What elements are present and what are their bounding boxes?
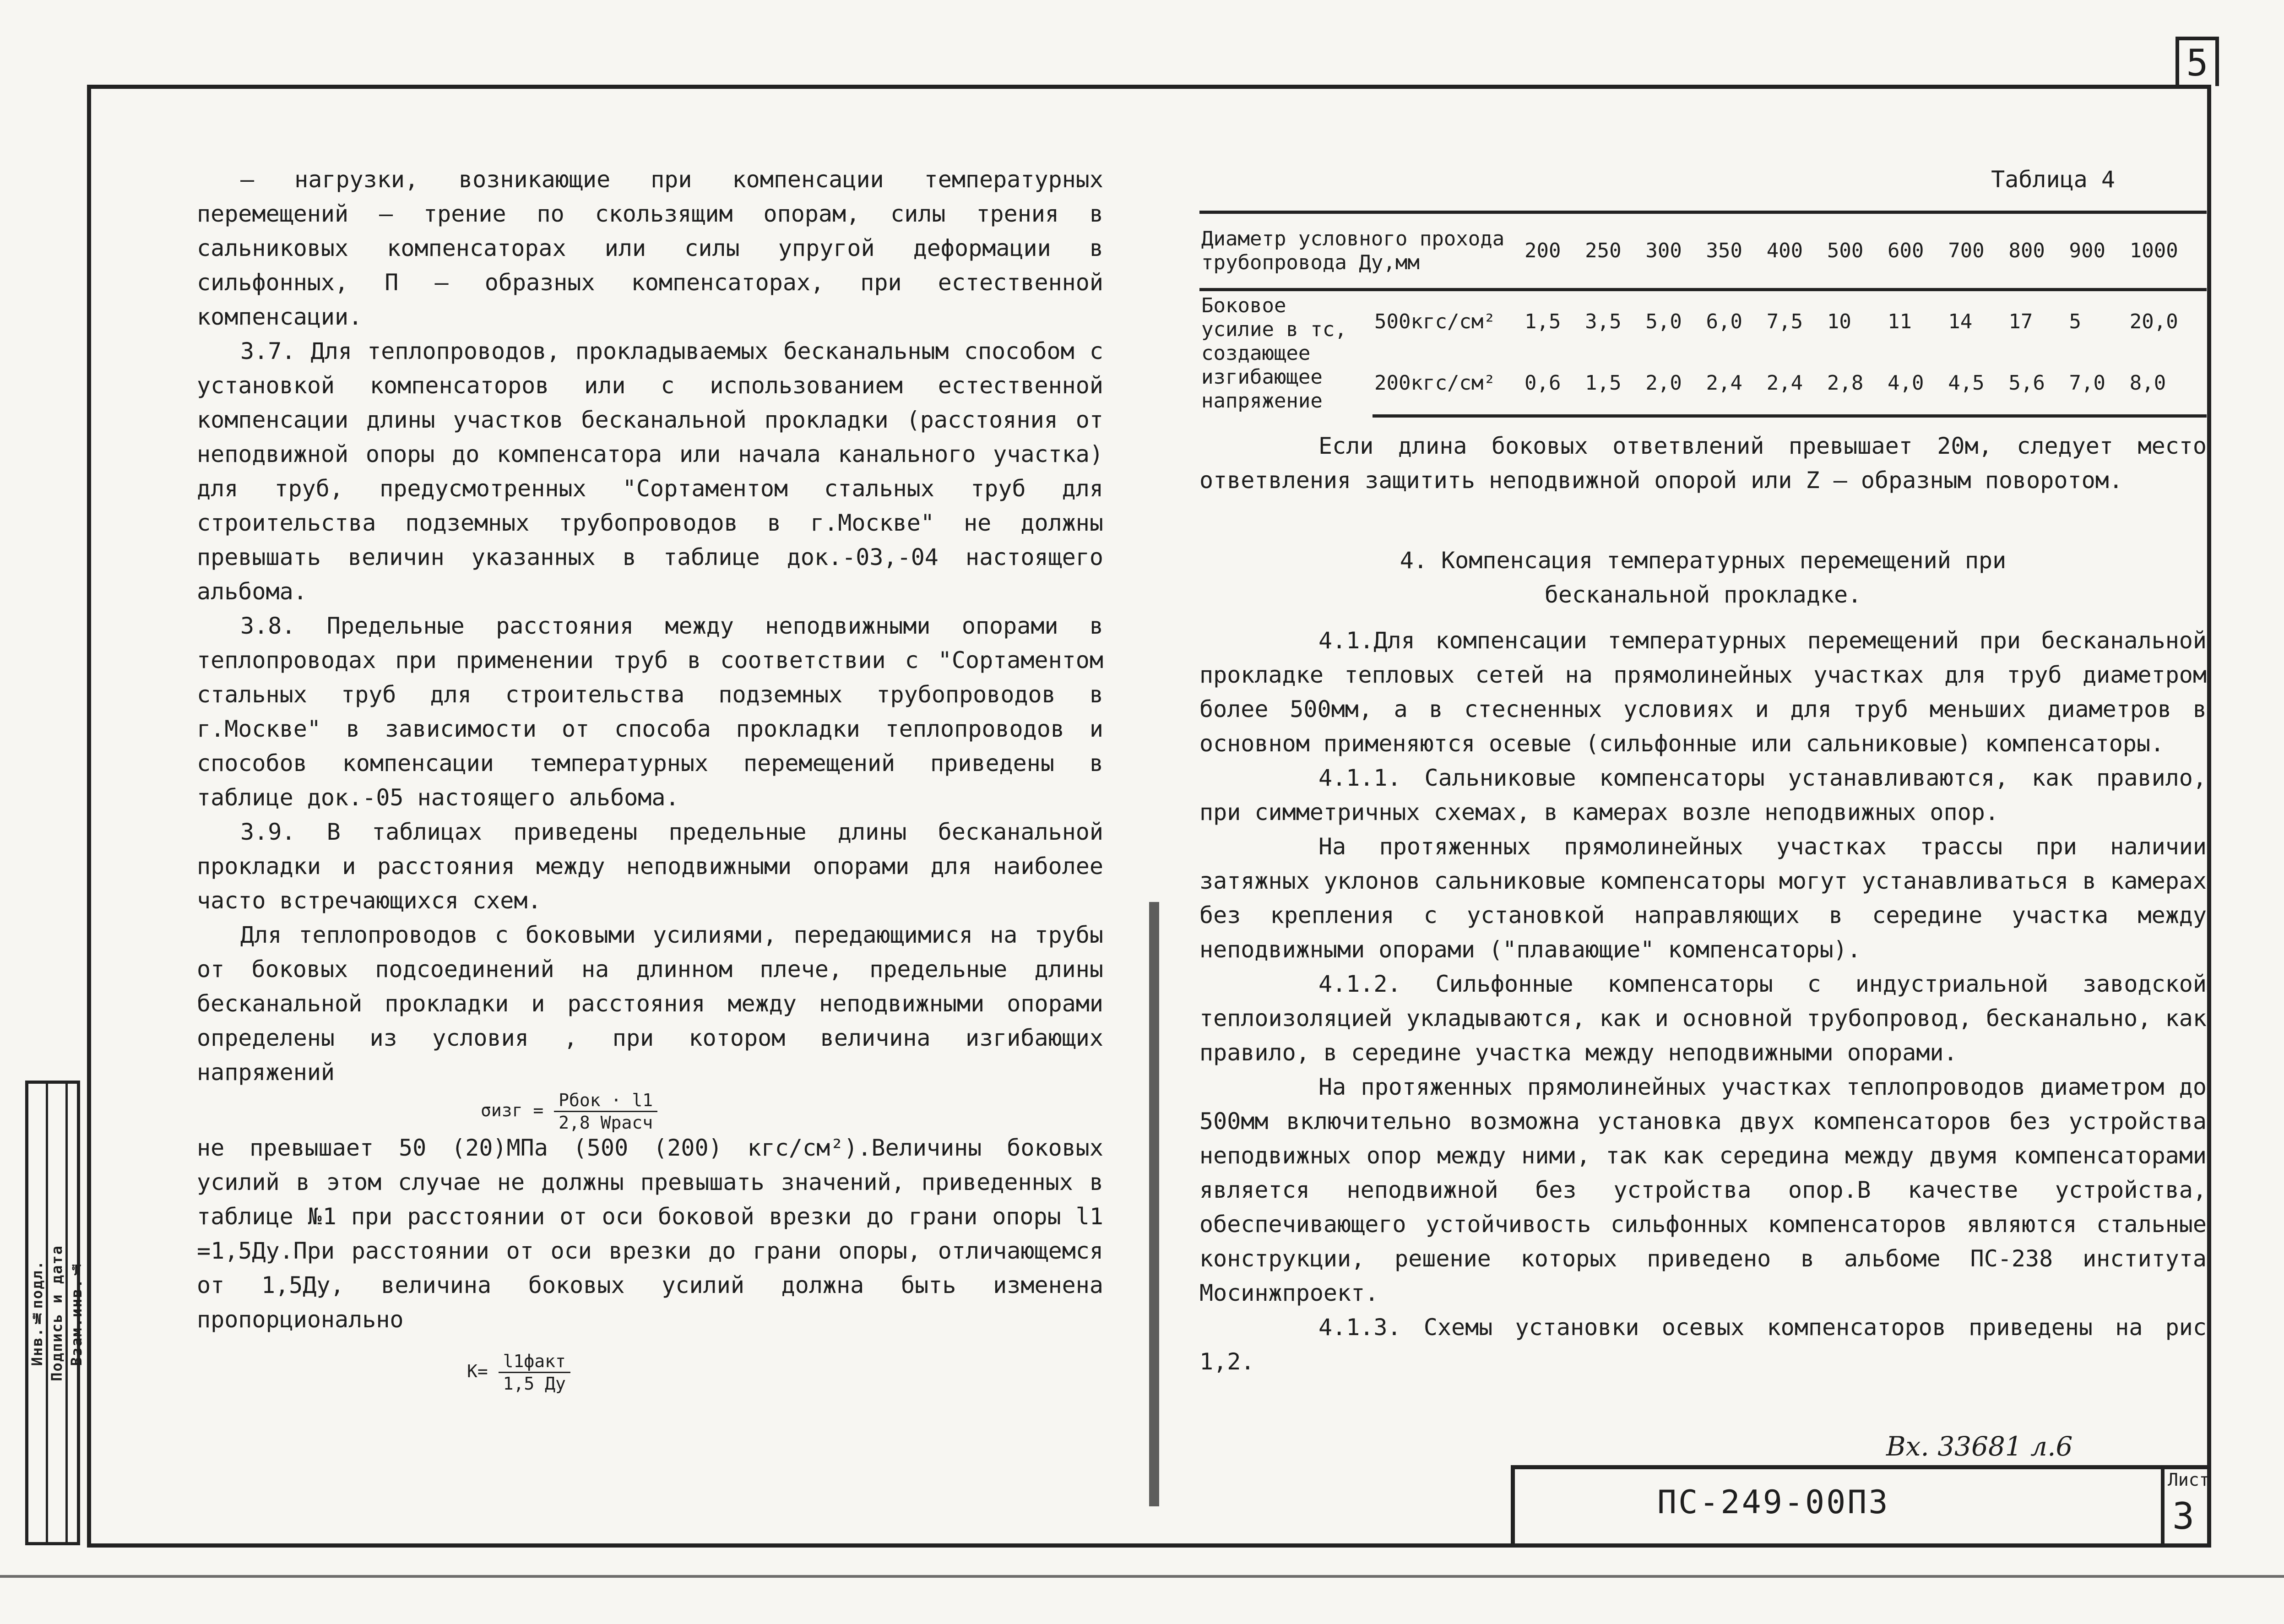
formula-lhs: K= (467, 1361, 488, 1381)
table-cell: 0,6 (1523, 353, 1583, 416)
sidebar-label: Инв.№подл. (28, 1260, 46, 1366)
paragraph-3-7: 3.7. Для теплопроводов, прокладываемых бесканальным способом с установкой компенсаторов или с использованием естественной компенсации длины участков бесканальной прокладки (расстояния от неподвижной опоры до компенсатора или начала канального участка) для труб, предусмотренных "Сортаментом стальных труб для строительства подземных трубопроводов в г.Москве" не должны превышать величин указанных в таблице док.-03,-04 настоящего альбома. (197, 338, 1103, 605)
paragraph-stress-limit: не превышает 50 (20)МПа (500 (200) кгс/см²).Величины боковых усилий в этом случае не должны превышать значений, приведенных в таблице №1 при расстоянии от оси боковой врезки до грани опоры l1 =1,5Ду.При расстоянии от оси врезки до грани опоры, отличающемся от 1,5Ду, величина боковых усилий должна быть изменена пропорционально (197, 1135, 1103, 1333)
table-cell: 800 (2007, 212, 2067, 290)
formula-denominator: 1,5 Ду (503, 1374, 566, 1394)
scan-edge-line (0, 1575, 2284, 1578)
table-cell: 200 (1523, 212, 1583, 290)
table-cell: 6,0 (1706, 310, 1742, 334)
document-code: ПС-249-00ПЗ (1657, 1483, 1890, 1521)
table-cell: 7,5 (1766, 310, 1803, 334)
sidebar-label: Подпись и дата (48, 1244, 65, 1381)
table-cell: 14 (1948, 310, 1973, 334)
table-row-label: Боковое усилие в тс, создающее изгибающее напряжение (1201, 294, 1347, 413)
sidebar-cell (48, 1084, 68, 1542)
table-cell: 2,0 (1644, 353, 1704, 416)
table-cell: 4,0 (1886, 353, 1946, 416)
left-column (197, 163, 1103, 1394)
page-number: 5 (2175, 37, 2219, 86)
table-header-row (1199, 212, 2207, 290)
table-header-label: Диаметр условного прохода трубопровода Ду,мм (1199, 212, 1523, 290)
table-cell: 500 (1825, 212, 1886, 290)
paragraph-4-1: 4.1.Для компенсации температурных перемещений при бесканальной прокладке тепловых сетей на прямолинейных участках для труб диаметром более 500мм, а в стесненных условиях и для труб меньших диаметров в основном применяются осевые (сильфонные или сальниковые) компенсаторы. (1199, 627, 2207, 757)
side-force-table (1199, 211, 2207, 418)
paragraph-side-forces: Для теплопроводов с боковыми усилиями, передающимися на трубы от боковых подсоединений на длинном плече, предельные длины бесканальной прокладки и расстояния между неподвижными опорами определены из условия , при котором величина изгибающих напряжений (197, 922, 1103, 1086)
approval-sidebar (25, 1081, 85, 1545)
table-cell: 7,0 (2067, 353, 2128, 416)
table-cell: 11 (1888, 310, 1912, 334)
table-cell: 350 (1704, 212, 1765, 290)
paragraph-3-9: 3.9. В таблицах приведены предельные длины бесканальной прокладки и расстояния между неподвижными опорами для наиболее часто встречающихся схем. (197, 819, 1103, 914)
table-cell: 600 (1886, 212, 1946, 290)
sheet-number: 3 (2172, 1495, 2195, 1537)
right-column (1199, 163, 2207, 1379)
table-cell: 3,5 (1585, 310, 1622, 334)
paragraph-loads: – нагрузки, возникающие при компенсации температурных перемещений – трение по скользящим опорам, силы трения в сальниковых компенсаторах или силы упругой деформации в сильфонных, П – образных компенсаторах, при естественной компенсации. (197, 166, 1103, 330)
table-cell: 10 (1827, 310, 1851, 334)
table-cell: 300 (1644, 212, 1704, 290)
formula-fraction (499, 1351, 570, 1394)
formula-numerator: l1факт (499, 1351, 570, 1373)
bending-stress-formula (481, 1090, 1103, 1131)
paragraph-4-1-3: 4.1.3. Схемы установки осевых компенсаторов приведены на рис 1,2. (1199, 1314, 2207, 1375)
table-cell: 17 (2008, 310, 2033, 334)
section-heading-line2: бесканальной прокладке. (1544, 581, 1862, 608)
formula-denominator: 2,8 Wрасч (559, 1113, 653, 1133)
coefficient-formula (467, 1351, 1103, 1394)
table-cell: 250 (1583, 212, 1644, 290)
paragraph-branch-note: Если длина боковых ответвлений превышает 20м, следует место ответвления защитить неподвижной опорой или Z – образным поворотом. (1199, 432, 2207, 494)
table-cell: 4,5 (1946, 353, 2007, 416)
title-block-top-line (1511, 1465, 2211, 1469)
formula-fraction (554, 1090, 657, 1133)
section-heading (1199, 543, 2207, 612)
table-stress-label: 200кгс/см² (1373, 353, 1523, 416)
table-cell: 5 (2069, 310, 2082, 334)
sheet-label: Лист (2168, 1470, 2210, 1490)
table-cell: 5,0 (1645, 310, 1682, 334)
table-cell: 8,0 (2128, 353, 2207, 416)
paragraph-3-8: 3.8. Предельные расстояния между неподвижными опорами в теплопроводах при применении труб в соответствии с "Сортаментом стальных труб для строительства подземных трубопроводов в г.Москве" в зависимости от способа прокладки теплопроводов и способов компенсации температурных перемещений приведены в таблице док.-05 настоящего альбома. (197, 613, 1103, 811)
paragraph-4-1-1: 4.1.1. Сальниковые компенсаторы устанавливаются, как правило, при симметричных схемах, в камерах возле неподвижных опор. (1199, 764, 2207, 826)
sidebar-label: Взам.инв.№ (68, 1260, 85, 1366)
table-cell: 2,4 (1765, 353, 1825, 416)
title-block-left-line (1511, 1465, 1515, 1548)
sidebar-cell (68, 1084, 85, 1542)
table-cell: 1000 (2128, 212, 2207, 290)
table-cell: 700 (1946, 212, 2007, 290)
table-row (1199, 290, 2207, 353)
paragraph-4-1-2: 4.1.2. Сильфонные компенсаторы с индустриальной заводской теплоизоляцией укладываются, как и основной трубопровод, бесканально, как правило, в середине участка между неподвижными опорами. (1199, 970, 2207, 1066)
table-cell: 1,5 (1524, 310, 1561, 334)
table-cell: 400 (1765, 212, 1825, 290)
table-stress-label: 500кгс/см² (1374, 310, 1496, 334)
incoming-registration-signature: Вх. 33681 л.6 (1886, 1431, 2073, 1462)
table-cell: 1,5 (1583, 353, 1644, 416)
formula-lhs: σизг = (481, 1100, 544, 1120)
sidebar-cell (28, 1084, 48, 1542)
table-cell: 5,6 (2007, 353, 2067, 416)
formula-numerator: Pбок · l1 (554, 1090, 657, 1112)
table-title: Таблица 4 (1991, 166, 2115, 193)
paragraph-two-compensators: На протяженных прямолинейных участках теплопроводов диаметром до 500мм включительно возможна установка двух компенсаторов без устройства неподвижных опор между ними, так как середина между двумя компенсаторами является неподвижной без устройства опор.В качестве устройства, обеспечивающего устойчивость сильфонных компенсаторов являются стальные конструкции, решение которых приведено в альбоме ПС-238 института Мосинжпроект. (1199, 1073, 2207, 1306)
section-heading-line1: 4. Компенсация температурных перемещений при (1400, 547, 2007, 574)
table-cell: 2,4 (1704, 353, 1765, 416)
fold-shadow (1149, 902, 1159, 1506)
table-cell: 900 (2067, 212, 2128, 290)
table-cell: 20,0 (2129, 310, 2178, 334)
table-cell: 2,8 (1825, 353, 1886, 416)
paragraph-floating-compensators: На протяженных прямолинейных участках трассы при наличии затяжных уклонов сальниковые компенсаторы могут устанавливаться в камерах без крепления с установкой направляющих в середине участка между неподвижными опорами ("плавающие" компенсаторы). (1199, 833, 2207, 963)
